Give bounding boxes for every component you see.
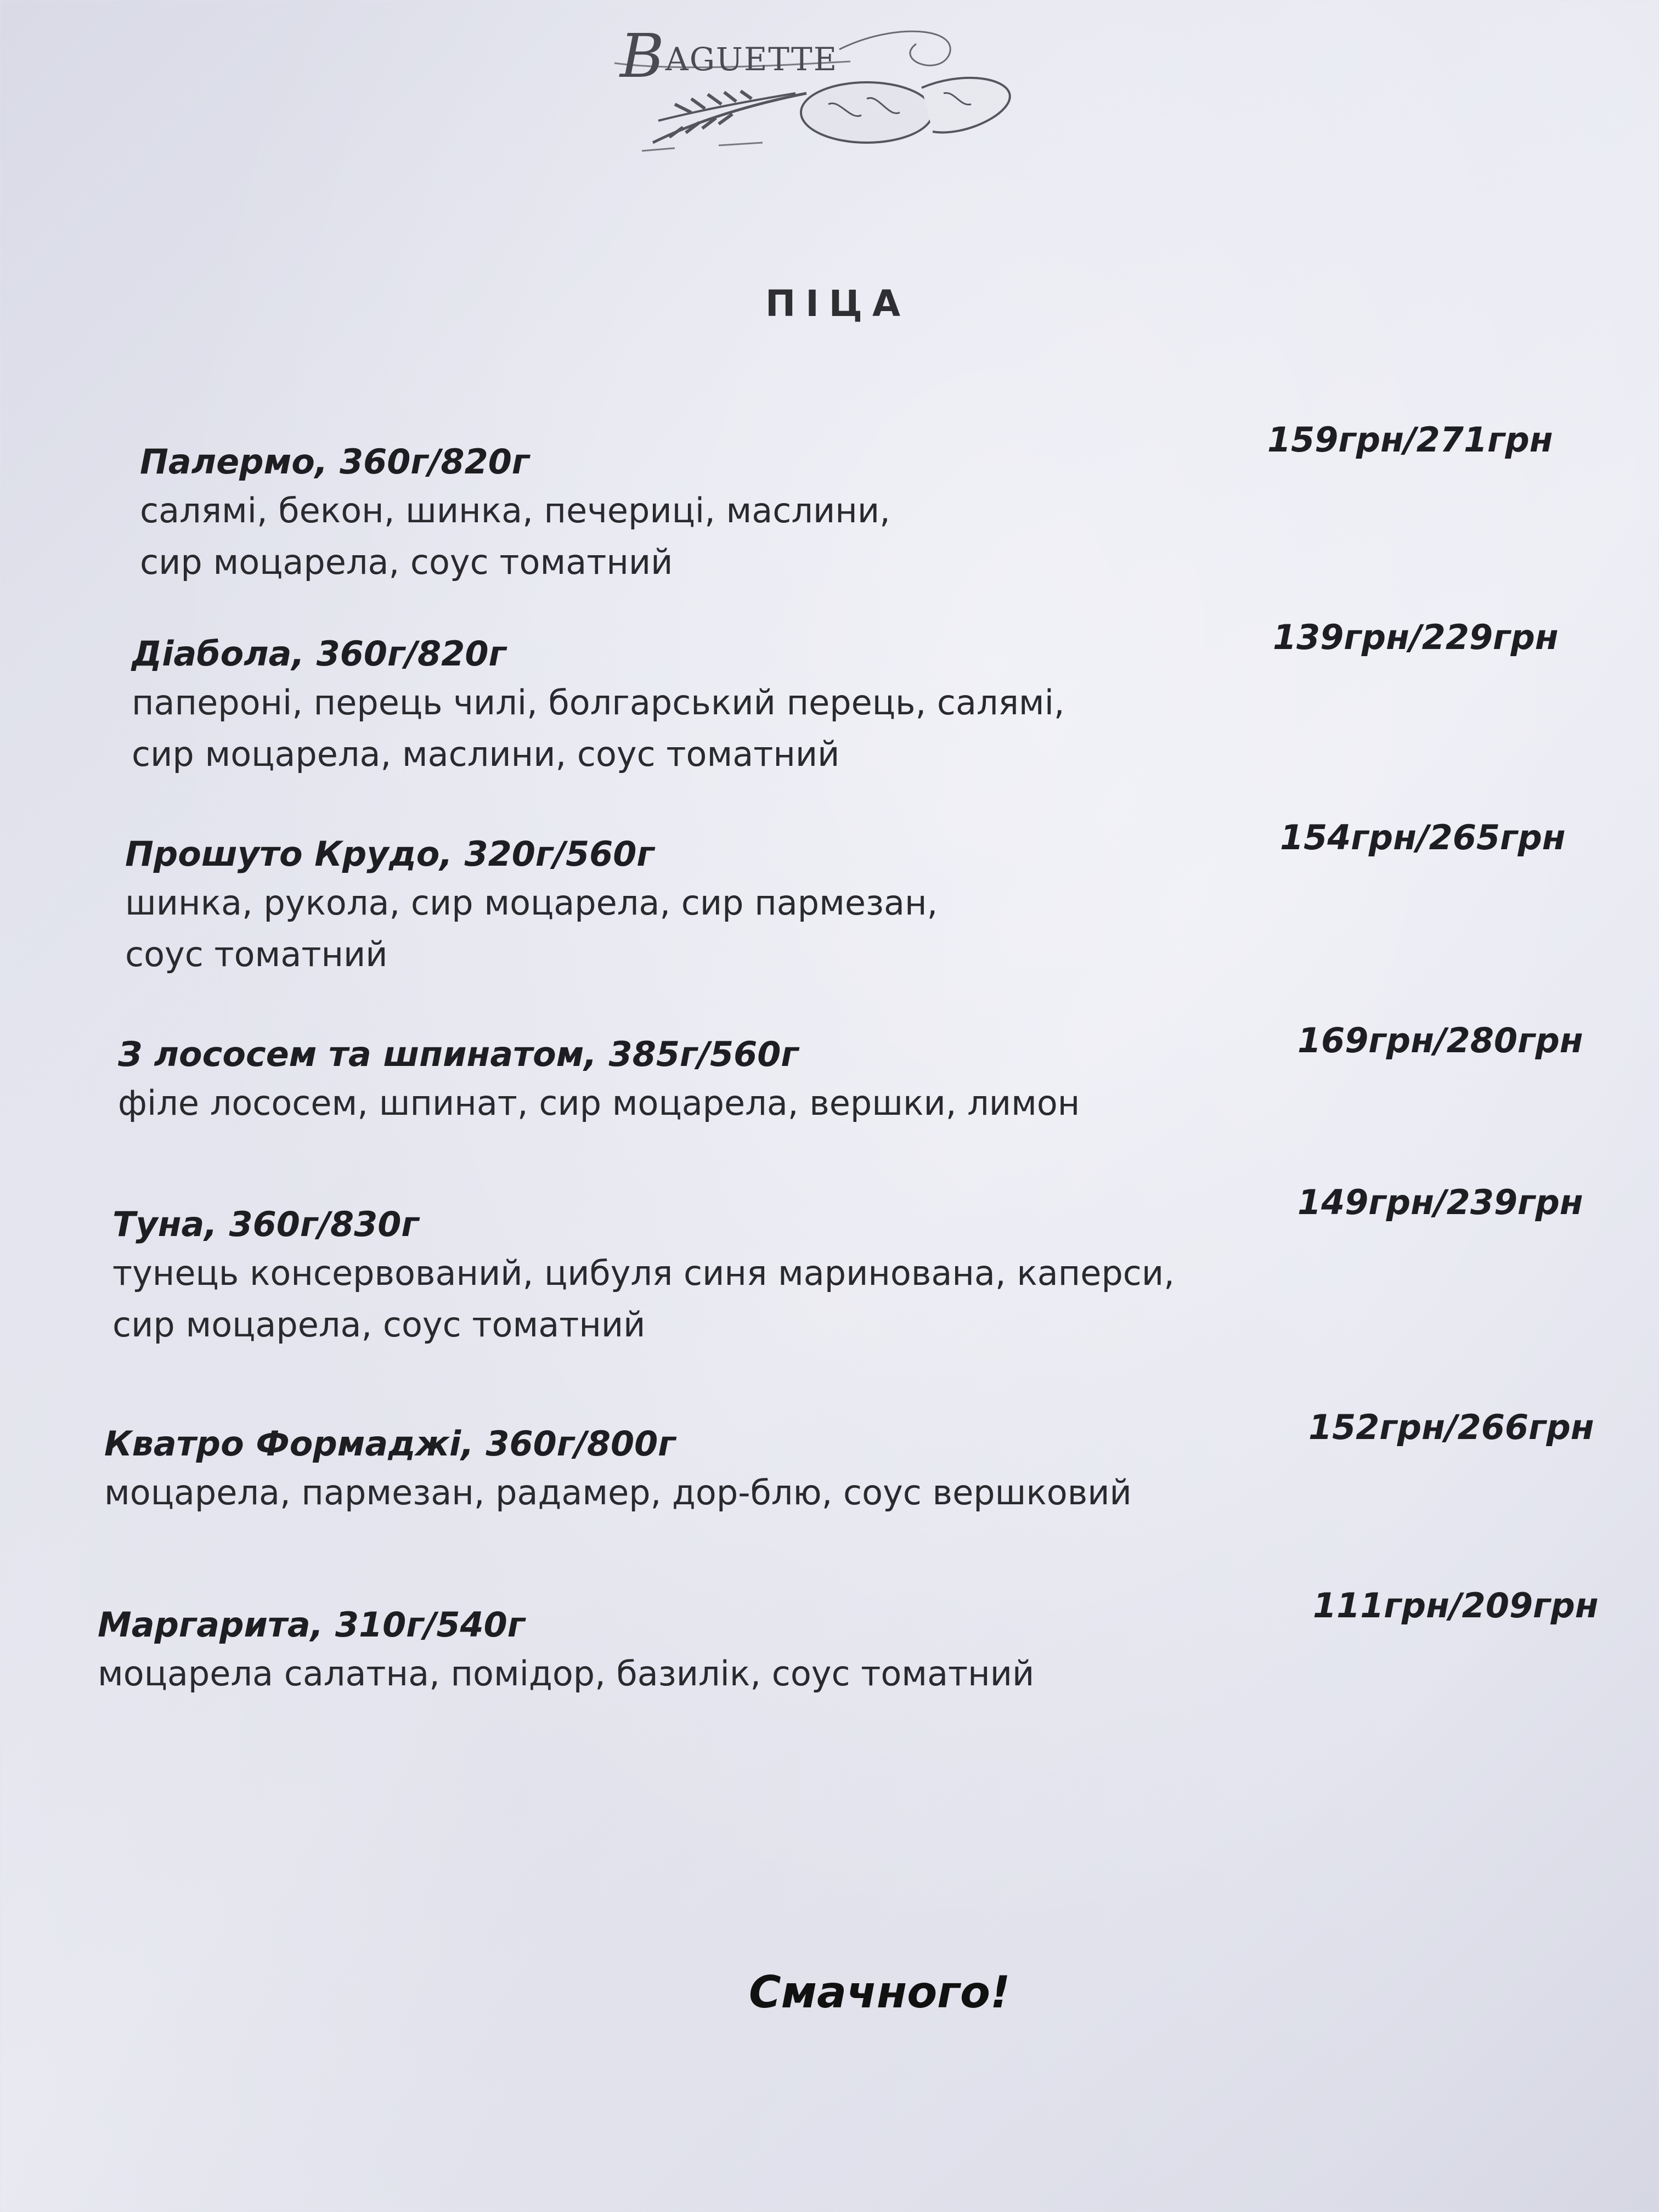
item-description-line: сир моцарела, маслини, соус томатний — [132, 734, 840, 774]
item-description-line: соус томатний — [125, 934, 388, 974]
closing-greeting: Смачного! — [749, 1967, 1011, 2018]
item-name: Прошуто Крудо, 320г/560г — [125, 834, 654, 874]
item-price: 139грн/229грн — [1273, 617, 1559, 657]
menu-item — [140, 420, 1659, 588]
item-name: Палермо, 360г/820г — [140, 442, 530, 482]
item-description-line: тунець консервований, цибуля синя маринована, каперси, — [112, 1253, 1175, 1293]
logo-rest: AGUETTE — [665, 41, 838, 78]
item-price: 169грн/280грн — [1297, 1020, 1583, 1060]
baguette-logo — [609, 11, 1037, 159]
item-description-line: шинка, рукола, сир моцарела, сир пармезан, — [125, 883, 938, 923]
item-description-line: папероні, перець чилі, болгарський перець, салямі, — [132, 682, 1065, 723]
item-description — [104, 1467, 1659, 1519]
item-description — [98, 1648, 1659, 1700]
item-price: 159грн/271грн — [1267, 420, 1553, 460]
item-name: Маргарита, 310г/540г — [98, 1605, 526, 1645]
item-description — [132, 677, 1659, 780]
item-description — [118, 1077, 1659, 1129]
item-price: 154грн/265грн — [1280, 817, 1566, 857]
item-description — [140, 485, 1659, 588]
menu-item — [104, 1407, 1659, 1519]
menu-item — [132, 617, 1659, 780]
item-description-line: салямі, бекон, шинка, печериці, маслини, — [140, 490, 890, 531]
section-title: ПІЦА — [765, 283, 911, 325]
item-description — [125, 877, 1659, 980]
item-name: З лососем та шпинатом, 385г/560г — [118, 1034, 799, 1074]
logo-wordmark — [620, 21, 838, 91]
item-description-line: філе лососем, шпинат, сир моцарела, вершки, лимон — [118, 1083, 1080, 1123]
item-price: 152грн/266грн — [1308, 1407, 1594, 1447]
menu-item — [118, 1020, 1659, 1129]
item-price: 111грн/209грн — [1313, 1585, 1599, 1626]
item-name: Діабола, 360г/820г — [132, 634, 506, 674]
item-description-line: сир моцарела, соус томатний — [112, 1305, 646, 1345]
menu-item — [112, 1182, 1659, 1351]
item-description-line: сир моцарела, соус томатний — [140, 542, 673, 582]
item-name: Туна, 360г/830г — [112, 1204, 419, 1244]
item-description-line: моцарела салатна, помідор, базилік, соус томатний — [98, 1654, 1035, 1694]
menu-item — [98, 1585, 1659, 1700]
logo-initial: B — [620, 21, 665, 91]
menu-item — [125, 817, 1659, 980]
item-description — [112, 1248, 1659, 1351]
item-description-line: моцарела, пармезан, радамер, дор-блю, соус вершковий — [104, 1472, 1132, 1513]
item-price: 149грн/239грн — [1297, 1182, 1583, 1222]
item-name: Кватро Формаджі, 360г/800г — [104, 1424, 676, 1464]
